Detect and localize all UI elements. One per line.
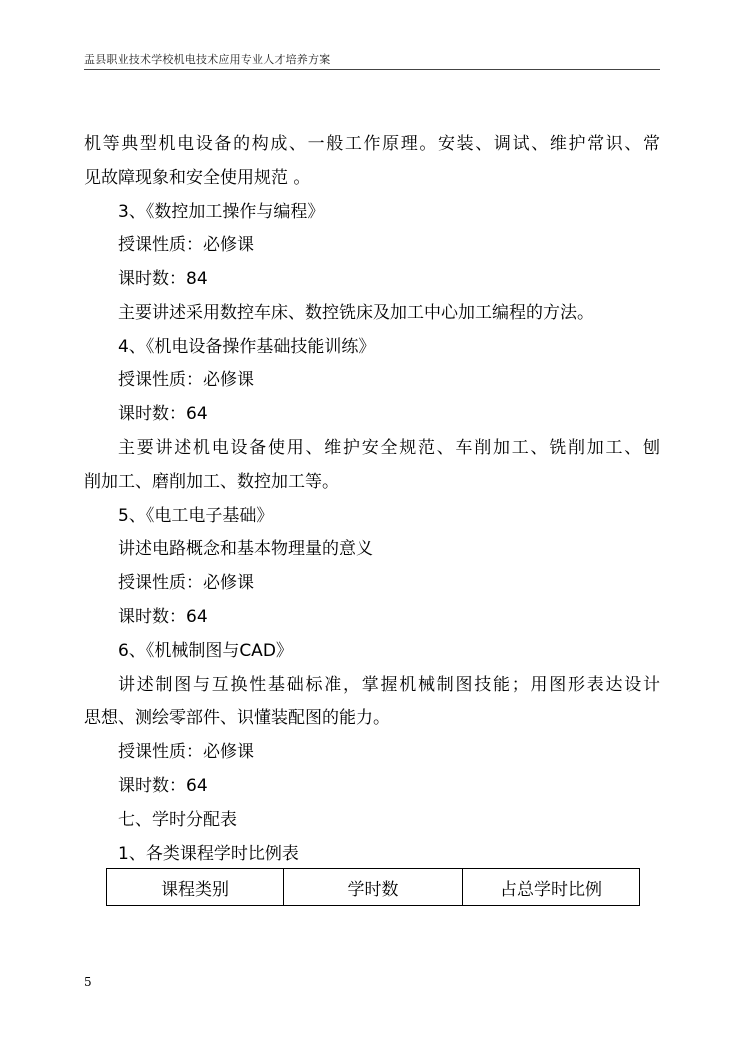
course-nature: 授课性质：必修课 xyxy=(118,235,254,255)
header-divider xyxy=(84,69,660,70)
course-nature: 授课性质：必修课 xyxy=(118,370,254,390)
course-hours: 课时数：64 xyxy=(118,607,208,627)
paragraph-line: 机等典型机电设备的构成、一般工作原理。安装、调试、维护常识、常 xyxy=(84,134,660,154)
page-number: 5 xyxy=(84,975,92,989)
table-caption: 1、各类课程学时比例表 xyxy=(118,844,299,864)
course-description: 主要讲述采用数控车床、数控铣床及加工中心加工编程的方法。 xyxy=(118,303,594,323)
course-description: 思想、测绘零部件、识懂装配图的能力。 xyxy=(84,708,390,728)
course-heading-5: 5、《电工电子基础》 xyxy=(118,506,274,526)
course-heading-4: 4、《机电设备操作基础技能训练》 xyxy=(118,337,376,357)
table-header-row xyxy=(107,869,640,906)
column-header: 占总学时比例 xyxy=(463,869,640,906)
paragraph-line: 见故障现象和安全使用规范 。 xyxy=(84,168,311,188)
course-heading-6: 6、《机械制图与CAD》 xyxy=(118,641,293,661)
course-description: 主要讲述机电设备使用、维护安全规范、车削加工、铣削加工、刨 xyxy=(118,438,660,458)
column-header: 课程类别 xyxy=(107,869,284,906)
course-hours: 课时数：64 xyxy=(118,776,208,796)
course-hours: 课时数：84 xyxy=(118,269,208,289)
course-description: 削加工、磨削加工、数控加工等。 xyxy=(84,472,339,492)
course-hours: 课时数：64 xyxy=(118,404,208,424)
course-nature: 授课性质：必修课 xyxy=(118,573,254,593)
document-header: 盂县职业技术学校机电技术应用专业人才培养方案 xyxy=(84,53,331,66)
hours-ratio-table xyxy=(106,868,640,906)
course-heading-3: 3、《数控加工操作与编程》 xyxy=(118,202,325,222)
column-header: 学时数 xyxy=(284,869,463,906)
course-description: 讲述电路概念和基本物理量的意义 xyxy=(118,539,373,559)
course-description: 讲述制图与互换性基础标准，掌握机械制图技能；用图形表达设计 xyxy=(118,675,660,695)
section-heading: 七、学时分配表 xyxy=(118,810,237,830)
course-nature: 授课性质：必修课 xyxy=(118,742,254,762)
